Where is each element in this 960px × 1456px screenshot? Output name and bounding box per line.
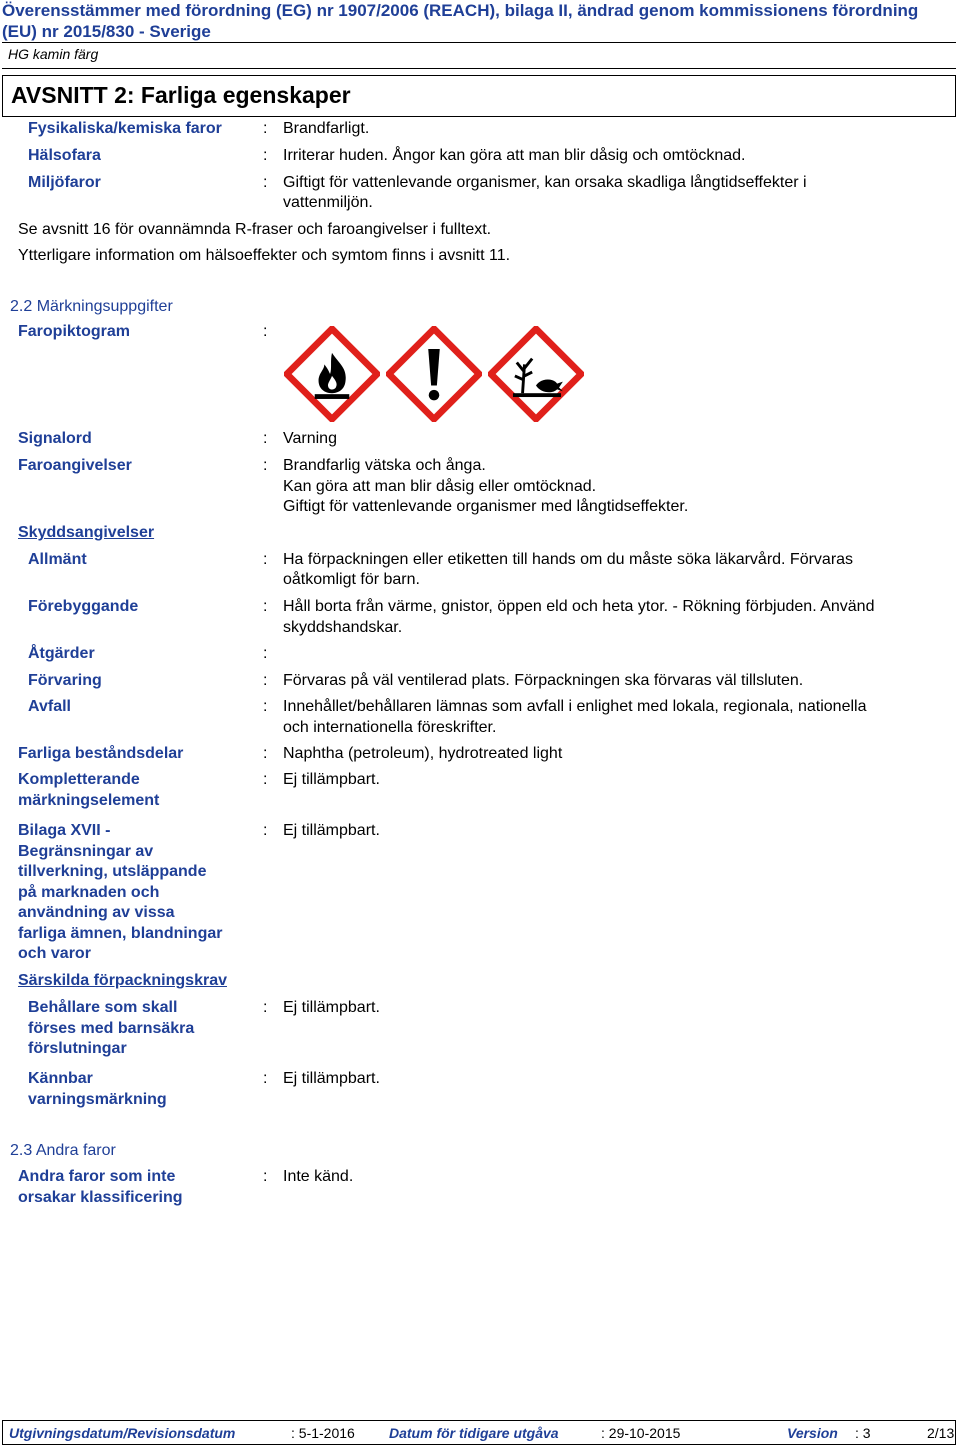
supplemental-label-line: Kompletterande <box>18 771 140 788</box>
flame-icon <box>284 326 380 422</box>
product-name: HG kamin färg <box>8 46 99 62</box>
colon: : <box>263 771 268 788</box>
pictogram-label: Faropiktogram <box>18 323 131 340</box>
colon: : <box>263 822 268 839</box>
general-label: Allmänt <box>28 551 87 568</box>
previous-date-value: : 29-10-2015 <box>601 1425 681 1441</box>
hazard-statement: Kan göra att man blir dåsig eller omtöcknad. <box>283 478 597 495</box>
annex-label-line: Begränsningar av <box>18 842 154 860</box>
response-label: Åtgärder <box>28 645 95 662</box>
annex-label-line: användning av vissa <box>18 904 175 921</box>
disposal-value-line: och internationella föreskrifter. <box>283 719 497 736</box>
physchem-hazard-value: Brandfarligt. <box>283 120 370 137</box>
annex-xvii-value: Ej tillämpbart. <box>283 822 380 839</box>
signal-word-value: Varning <box>283 430 337 447</box>
signal-word-label: Signalord <box>18 430 92 447</box>
environment-hazard-value-cont: vattenmiljön. <box>283 194 373 211</box>
hazardous-ingredients-value: Naphtha (petroleum), hydrotreated light <box>283 745 563 762</box>
tactile-warning-label <box>28 1069 167 1110</box>
colon: : <box>263 430 268 447</box>
general-value-line: oåtkomligt för barn. <box>283 571 420 588</box>
supplemental-label <box>18 770 159 811</box>
colon: : <box>263 745 268 762</box>
colon: : <box>263 698 268 715</box>
supplemental-value: Ej tillämpbart. <box>283 771 380 788</box>
annex-label-line: och varor <box>18 945 91 962</box>
tactile-label-line: Kännbar <box>28 1070 93 1087</box>
colon: : <box>263 1168 268 1185</box>
hazard-statements-label: Faroangivelser <box>18 457 132 474</box>
hazardous-ingredients-label: Farliga beståndsdelar <box>18 745 184 762</box>
colon: : <box>263 999 268 1016</box>
subsection-2-3-heading <box>10 1141 116 1162</box>
health-hazard-value: Irriterar huden. Ångor kan göra att man blir dåsig och omtöcknad. <box>283 147 746 164</box>
environment-hazard-label: Miljöfaror <box>28 174 101 191</box>
other-hazards-label <box>18 1167 183 1208</box>
packaging-requirements-heading: Särskilda förpackningskrav <box>18 972 227 989</box>
tactile-label-line: varningsmärkning <box>28 1090 167 1108</box>
colon: : <box>263 645 268 662</box>
subsection-number: 2.3 <box>10 1142 33 1159</box>
physchem-hazard-label: Fysikaliska/kemiska faror <box>28 120 222 137</box>
colon: : <box>263 120 268 137</box>
annex-label-line: Bilaga XVII - <box>18 822 111 839</box>
colon: : <box>263 551 268 568</box>
childproof-label-line: förslutningar <box>28 1040 127 1057</box>
childproof-label <box>28 998 194 1060</box>
product-divider <box>2 68 956 69</box>
subsection-title: Märkningsuppgifter <box>32 298 173 315</box>
subsection-number: 2.2 <box>10 298 33 315</box>
prevention-value-line: skyddshandskar. <box>283 619 403 636</box>
page-number: 2/13 <box>927 1425 955 1441</box>
general-value-line: Ha förpackningen eller etiketten till hands om du måste söka läkarvård. Förvaras <box>283 551 854 568</box>
tactile-warning-value: Ej tillämpbart. <box>283 1070 380 1087</box>
other-hazards-label-line: orsakar klassificering <box>18 1188 183 1206</box>
version-value: : 3 <box>855 1425 871 1441</box>
disposal-value-line: Innehållet/behållaren lämnas som avfall i enlighet med lokala, regionala, nationella <box>283 698 867 715</box>
note-section-11: Ytterligare information om hälsoeffekter och symtom finns i avsnitt 11. <box>18 247 511 264</box>
annex-label-line: farliga ämnen, blandningar <box>18 924 223 942</box>
colon: : <box>263 323 268 340</box>
issue-date-label: Utgivningsdatum/Revisionsdatum <box>9 1425 236 1441</box>
hazard-statement: Giftigt för vattenlevande organismer med långtidseffekter. <box>283 498 689 515</box>
document-header-title <box>0 0 960 42</box>
colon: : <box>263 174 268 191</box>
hazard-statement: Brandfarlig vätska och ånga. <box>283 457 486 474</box>
note-section-16: Se avsnitt 16 för ovannämnda R-fraser och faroangivelser i fulltext. <box>18 221 492 238</box>
colon: : <box>263 1070 268 1087</box>
exclamation-mark-icon <box>386 326 482 422</box>
environment-icon <box>488 326 584 422</box>
prevention-value-line: Håll borta från värme, gnistor, öppen eld och heta ytor. - Rökning förbjuden. Använd <box>283 598 875 615</box>
storage-value: Förvaras på väl ventilerad plats. Förpackningen ska förvaras väl tillsluten. <box>283 672 804 689</box>
header-title-line-2: (EU) nr 2015/830 - Sverige <box>2 22 211 41</box>
supplemental-label-line: märkningselement <box>18 791 160 809</box>
subsection-title: Andra faror <box>32 1142 116 1159</box>
section-title: AVSNITT 2: Farliga egenskaper <box>11 82 351 108</box>
annex-xvii-label <box>18 821 222 965</box>
subsection-2-2-heading <box>10 297 173 318</box>
annex-label-line: tillverkning, utsläppande <box>18 863 207 880</box>
storage-label: Förvaring <box>28 672 102 689</box>
childproof-value: Ej tillämpbart. <box>283 999 380 1016</box>
health-hazard-label: Hälsofara <box>28 147 101 164</box>
issue-date-value: : 5-1-2016 <box>291 1425 355 1441</box>
colon: : <box>263 147 268 164</box>
colon: : <box>263 598 268 615</box>
environment-hazard-value: Giftigt för vattenlevande organismer, kan orsaka skadliga långtidseffekter i <box>283 174 807 191</box>
section-title-box <box>2 75 956 117</box>
childproof-label-line: förses med barnsäkra <box>28 1019 195 1037</box>
precautionary-statements-heading: Skyddsangivelser <box>18 524 155 541</box>
prevention-label: Förebyggande <box>28 598 139 615</box>
annex-label-line: på marknaden och <box>18 883 160 901</box>
header-title-line-1: Överensstämmer med förordning (EG) nr 1907/2006 (REACH), bilaga II, ändrad genom kommissionens förordning <box>2 1 919 20</box>
page-footer <box>2 1420 956 1445</box>
previous-date-label: Datum för tidigare utgåva <box>389 1425 559 1441</box>
other-hazards-value: Inte känd. <box>283 1168 354 1185</box>
colon: : <box>263 672 268 689</box>
colon: : <box>263 457 268 474</box>
disposal-label: Avfall <box>28 698 71 715</box>
version-label: Version <box>787 1425 838 1441</box>
header-divider <box>2 42 956 43</box>
childproof-label-line: Behållare som skall <box>28 999 178 1016</box>
other-hazards-label-line: Andra faror som inte <box>18 1168 176 1185</box>
